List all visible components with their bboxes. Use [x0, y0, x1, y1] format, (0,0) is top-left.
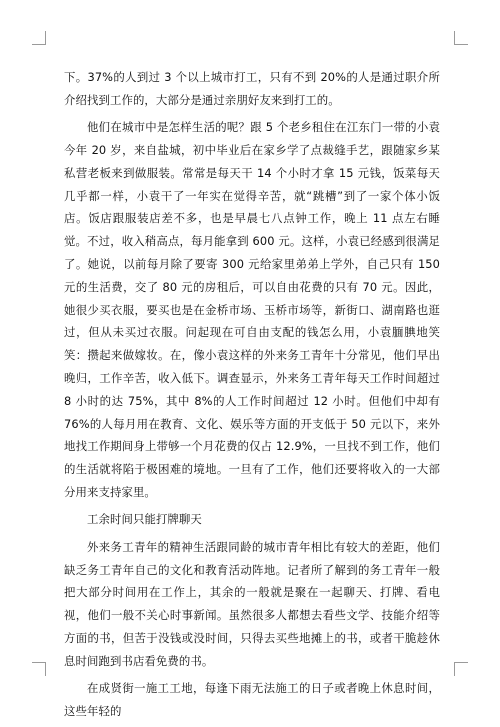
paragraph-construction-site: 在成贤街一施工工地，每逢下雨无法施工的日子或者晚上休息时间，这些年轻的	[64, 681, 440, 718]
paragraph-continued: 下。37%的人到过 3 个以上城市打工，只有不到 20%的人是通过职介所介绍找到工作的，大部分是通过亲朋好友来到打工的。	[64, 70, 440, 107]
crop-mark-top-left	[32, 31, 46, 45]
paragraph-spiritual-life: 外来务工青年的精神生活跟同龄的城市青年相比有较大的差距，他们缺乏务工青年自己的文化和教育活动阵地。记者所了解到的务工青年一般把大部分时间用在工作上，其余的一般就是聚在一起聊天、打牌、看电视，他们一般不关心时事新闻。虽然很多人都想去看些文学、技能介绍等方面的书，但苦于没钱或没时间，只得去买些地摊上的书，或者干脆趁休息时间跑到书店看免费的书。	[64, 539, 440, 668]
section-heading: 工余时间只能打牌聊天	[87, 512, 202, 527]
document-body	[64, 66, 440, 727]
crop-mark-bottom-left	[32, 662, 46, 676]
paragraph-living-conditions: 他们在城市中是怎样生活的呢？跟 5 个老乡租住在江东门一带的小袁今年 20 岁，来自盐城，初中毕业后在家乡学了点裁缝手艺，跟随家乡某私营老板来到做服装。常常是每天干 14 个小时才拿 15 元钱，饭菜每天几乎都一样，小袁干了一年实在觉得辛苦，就“跳槽”到了一家个体小饭店。饭店跟服装店差不多，也是早晨七八点钟工作，晚上 11 点左右睡觉。不过，收入稍高点，每月能拿到 600 元。这样，小袁已经感到很满足了。她说，以前每月除了要寄 300 元给家里弟弟上学外，自己只有 150 元的生活费，交了 80 元的房租后，可以自由花费的只有 70 元。因此，她很少买衣服，要买也是在金桥市场、玉桥市场等，新街口、湖南路也逛过，但从未买过衣服。问起现在可自由支配的钱怎么用，小袁腼腆地笑笑：攒起来做嫁妆。在，像小袁这样的外来务工青年十分常见，他们早出晚归，工作辛苦，收入低下。调查显示，外来务工青年每天工作时间超过 8 小时的达 75%，其中 8%的人工作时间超过 12 小时。但他们中却有 76%的人每月用在教育、文化、娱乐等方面的开支低于 50 元以下，来外地找工作期间身上带够一个月花费的仅占 12.9%，一旦找不到工作，他们的生活就将陷于极困难的境地。一旦有了工作，他们还要将收入的一大部分用来支持家里。	[64, 120, 440, 499]
crop-mark-top-right	[454, 31, 468, 45]
crop-mark-bottom-right	[454, 662, 468, 676]
